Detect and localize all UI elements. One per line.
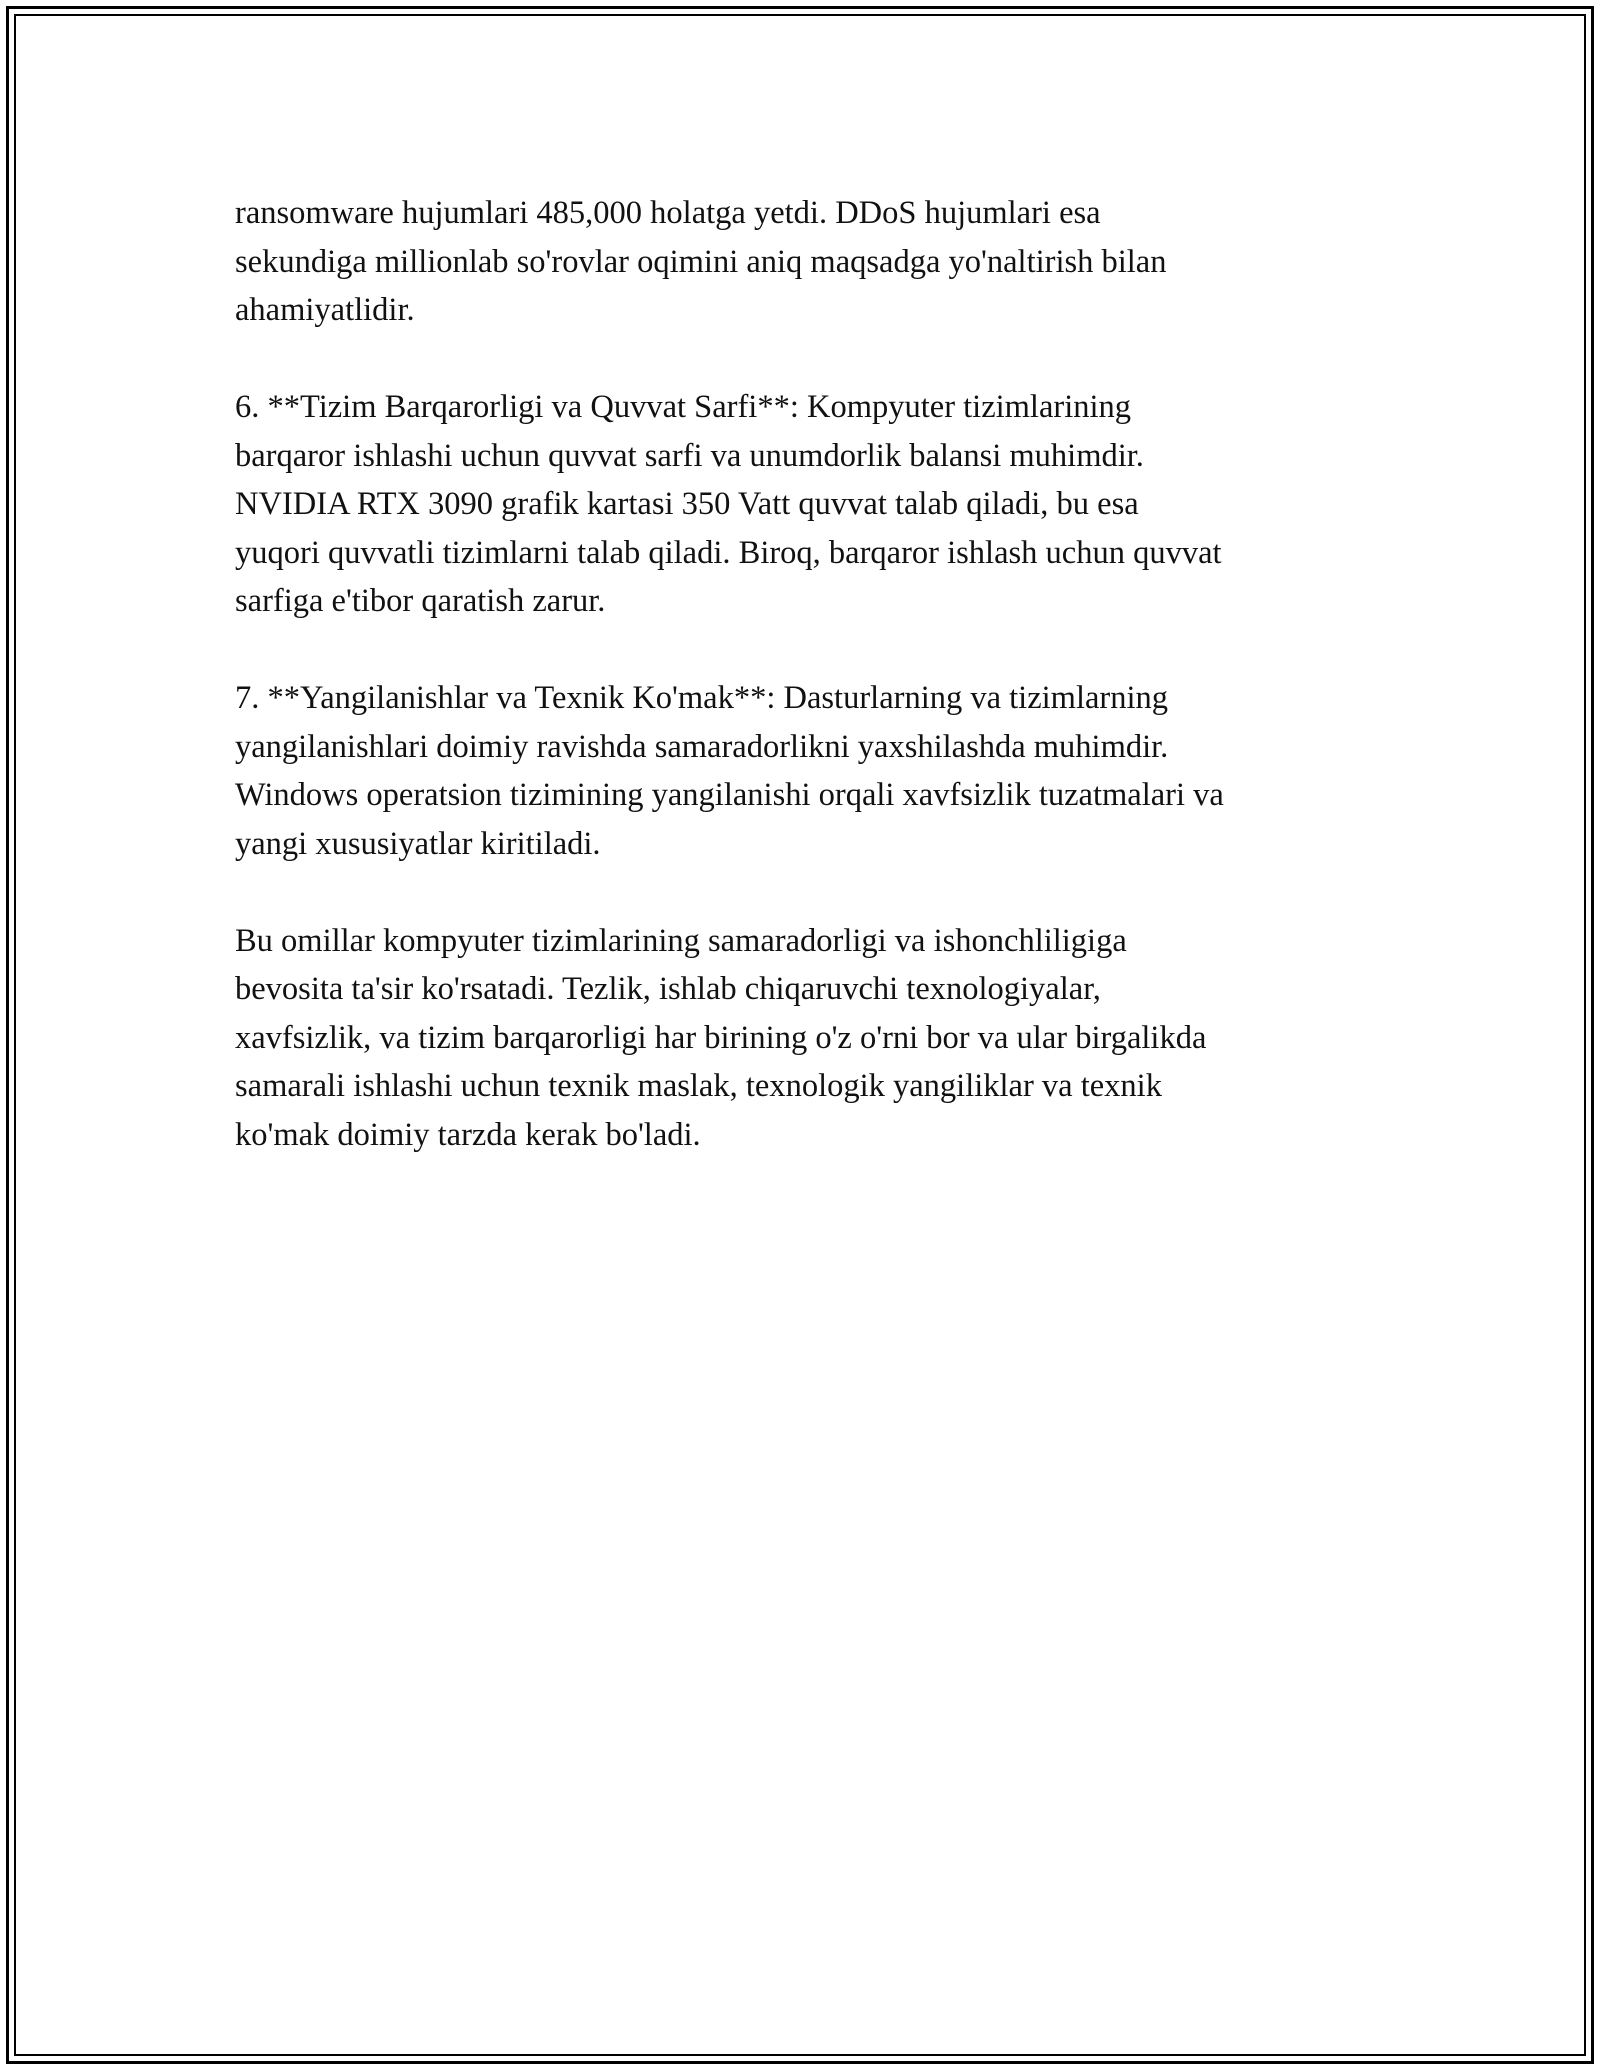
- paragraph-ransomware-ddos: [235, 189, 1365, 335]
- paragraph-item-7-updates-support: [235, 674, 1365, 868]
- document-body: [235, 189, 1365, 1208]
- text-line: barqaror ishlashi uchun quvvat sarfi va unumdorlik balansi muhimdir.: [235, 437, 1144, 474]
- text-line: yangi xususiyatlar kiritiladi.: [235, 825, 601, 862]
- text-line: NVIDIA RTX 3090 grafik kartasi 350 Vatt quvvat talab qiladi, bu esa: [235, 486, 1139, 522]
- text-line: xavfsizlik, va tizim barqarorligi har birining o'z o'rni bor va ular birgalikda: [235, 1019, 1207, 1056]
- text-line: samarali ishlashi uchun texnik maslak, texnologik yangiliklar va texnik: [235, 1068, 1162, 1104]
- text-line: ahamiyatlidir.: [235, 292, 415, 328]
- text-line: yuqori quvvatli tizimlarni talab qiladi. Biroq, barqaror ishlash uchun quvvat: [235, 534, 1222, 571]
- paragraph-item-6-stability-power: [235, 383, 1365, 626]
- text-line: Windows operatsion tizimining yangilanishi orqali xavfsizlik tuzatmalari va: [235, 777, 1224, 813]
- text-line: 6. **Tizim Barqarorligi va Quvvat Sarfi**: Kompyuter tizimlarining: [235, 389, 1132, 425]
- paragraph-conclusion: [235, 917, 1365, 1160]
- text-line: ko'mak doimiy tarzda kerak bo'ladi.: [235, 1116, 701, 1153]
- text-line: 7. **Yangilanishlar va Texnik Ko'mak**: Dasturlarning va tizimlarning: [235, 680, 1168, 716]
- text-line: yangilanishlari doimiy ravishda samaradorlikni yaxshilashda muhimdir.: [235, 728, 1169, 765]
- text-line: ransomware hujumlari 485,000 holatga yetdi. DDoS hujumlari esa: [235, 195, 1101, 231]
- text-line: sekundiga millionlab so'rovlar oqimini aniq maqsadga yo'naltirish bilan: [235, 243, 1167, 280]
- text-line: bevosita ta'sir ko'rsatadi. Tezlik, ishlab chiqaruvchi texnologiyalar,: [235, 971, 1101, 1007]
- text-line: Bu omillar kompyuter tizimlarining samaradorligi va ishonchliligiga: [235, 922, 1127, 959]
- text-line: sarfiga e'tibor qaratish zarur.: [235, 583, 606, 619]
